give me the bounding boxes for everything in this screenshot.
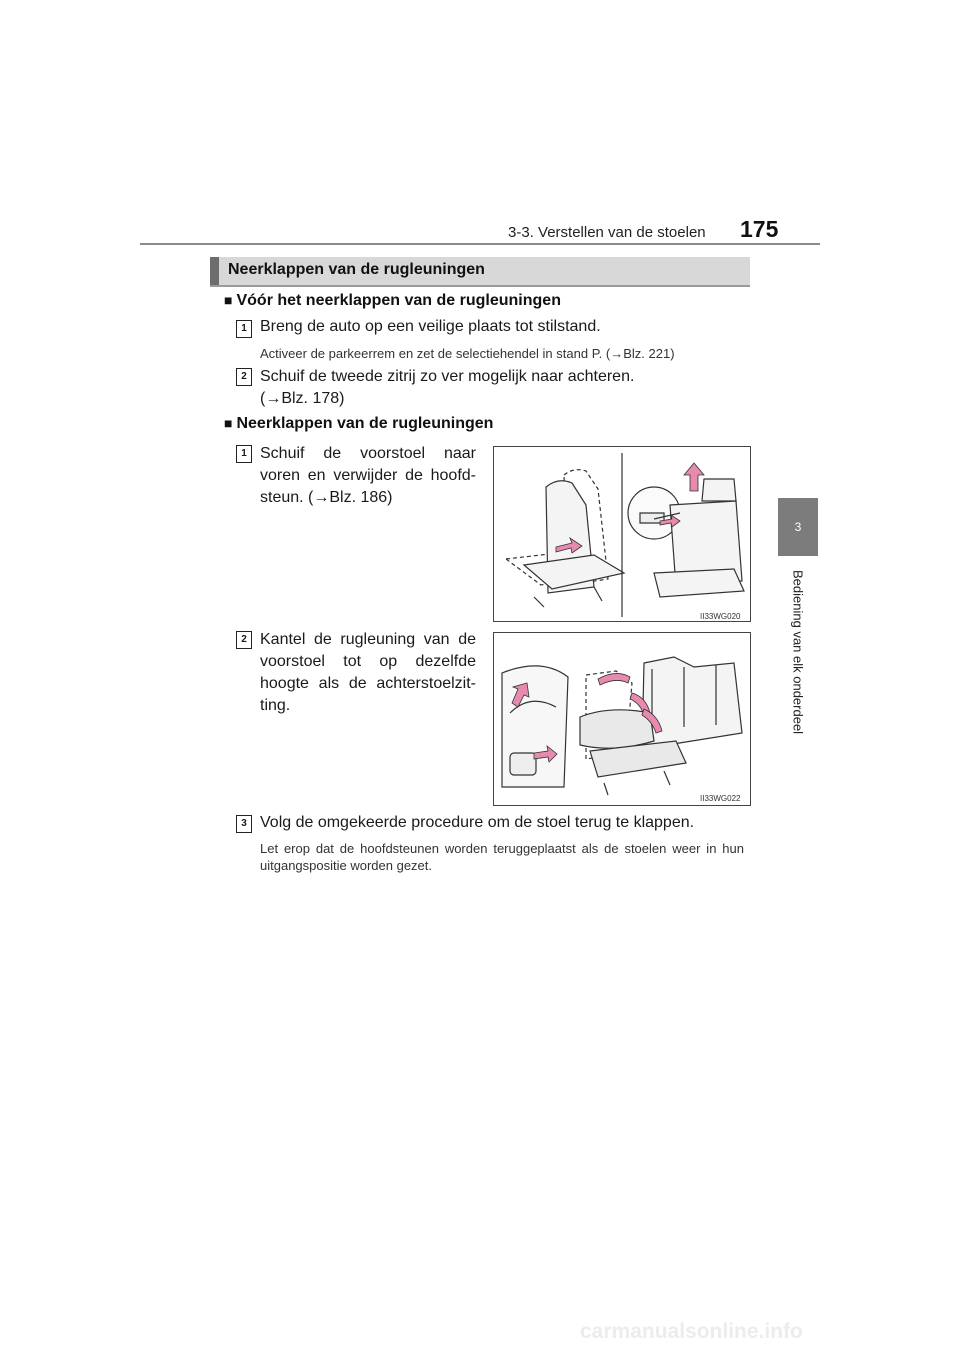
chapter-side-label-text: Bediening van elk onderdeel bbox=[790, 570, 806, 735]
step-text: Schuif de voorstoel naar voren en verwijder de hoofd-steun. (→Blz. 186) bbox=[260, 445, 476, 506]
chapter-side-label bbox=[776, 570, 820, 770]
figure-backrest-tilt bbox=[493, 632, 751, 806]
step-text: Breng de auto op een veilige plaats tot stilstand. bbox=[260, 318, 601, 335]
figure-id: II33WG022 bbox=[700, 794, 741, 803]
section-title: Neerklappen van de rugleuningen bbox=[228, 261, 485, 278]
watermark: carmanualsonline.info bbox=[580, 1320, 803, 1343]
section-title-bar bbox=[210, 257, 750, 287]
chapter-heading: 3-3. Verstellen van de stoelen bbox=[508, 224, 706, 241]
figure-id: II33WG020 bbox=[700, 612, 741, 621]
section-accent bbox=[210, 257, 219, 285]
step-note: Let erop dat de hoofdsteunen worden teruggeplaatst als de stoelen weer in hun uitgangspositie worden gezet. bbox=[260, 841, 744, 873]
square-bullet-icon: ■ bbox=[224, 415, 233, 431]
page-number: 175 bbox=[740, 216, 779, 242]
step-badge: 2 bbox=[236, 631, 252, 649]
header-divider bbox=[140, 243, 820, 245]
step-badge: 3 bbox=[236, 815, 252, 833]
subheading-fold-text: Neerklappen van de rugleuningen bbox=[236, 415, 494, 432]
step-badge: 1 bbox=[236, 445, 252, 463]
figure-headrest-removal bbox=[493, 446, 751, 622]
chapter-tab: 3 bbox=[778, 498, 818, 556]
seat-illustration-1 bbox=[494, 447, 750, 621]
subheading-fold bbox=[224, 415, 493, 433]
step-text: Volg de omgekeerde procedure om de stoel terug te klappen. bbox=[260, 814, 695, 831]
subheading-before-text: Vóór het neerklappen van de rugleuningen bbox=[236, 292, 561, 309]
step-text: Kantel de rugleuning van de voorstoel tot op dezelfde hoogte als de achterstoelzit-ting. bbox=[260, 631, 476, 714]
step-badge: 2 bbox=[236, 368, 252, 386]
step-text: Schuif de tweede zitrij zo ver mogelijk naar achteren. bbox=[260, 368, 635, 385]
step-reference: (→Blz. 178) bbox=[260, 390, 345, 407]
step-badge: 1 bbox=[236, 320, 252, 338]
seat-illustration-2 bbox=[494, 633, 750, 805]
subheading-before bbox=[224, 292, 561, 310]
step-note: Activeer de parkeerrem en zet de selectiehendel in stand P. (→Blz. 221) bbox=[260, 346, 675, 361]
square-bullet-icon: ■ bbox=[224, 292, 233, 308]
